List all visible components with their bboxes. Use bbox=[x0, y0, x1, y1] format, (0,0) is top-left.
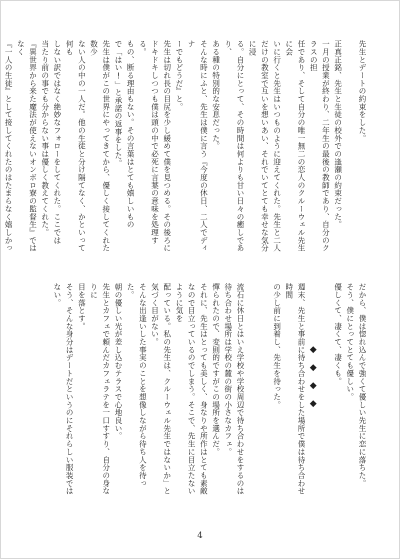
bottom-line bbox=[246, 283, 258, 499]
top-line: る。自分にとって、その時間は何よりも甘い日々の癒しであり、 bbox=[223, 40, 245, 252]
bottom-vertical-text bbox=[32, 283, 368, 499]
top-line: 任であり、そして自分の唯一無二の恋人のクルーウェル先生に会 bbox=[284, 40, 306, 252]
top-line: いに行くと先生はいつものように迎えてくれた。先生と二人 bbox=[272, 40, 282, 252]
bottom-line: 目を落とす。 bbox=[77, 283, 87, 331]
bottom-line: 待ち合わせ場所は学校の麓の街の小さなカフェ。 bbox=[223, 283, 233, 456]
top-line: 先生とデートの約束をした。 bbox=[358, 40, 367, 143]
top-line: 正真正銘、先生と生徒の校外での逢瀬の約束だった。 bbox=[333, 40, 343, 229]
top-line bbox=[344, 40, 356, 256]
top-text-block bbox=[4, 40, 368, 256]
bottom-text-block bbox=[32, 283, 368, 499]
top-line: ドキドキしつつも僕は頭の中で必死に言葉の意味を処理する。 bbox=[138, 40, 160, 245]
top-line: しない訳ではなく絶妙なフォローをしてくれた。ここでは bbox=[52, 40, 62, 245]
top-line: 一月の授業が終わり、二年生の最後の教師であり、自分のクラスの担 bbox=[309, 40, 331, 252]
bottom-line: 流石に休日とはいえ学校や学校周辺で待ち合わせをするのは bbox=[235, 283, 245, 495]
top-line: で「はい!」と承諾の返事をした。 bbox=[113, 40, 123, 168]
top-line: だけの教室で互いを想いあい、それでいてとても幸せな気分に浸 bbox=[248, 40, 270, 252]
section-divider: ◆◆◆◆ bbox=[308, 345, 319, 417]
top-vertical-text bbox=[4, 40, 368, 256]
bottom-line: 気づく目がない。 bbox=[150, 283, 160, 346]
bottom-line: だから、僕は惚れ込んで強くて優しい先生に恋に落ちた。 bbox=[358, 283, 367, 488]
bottom-line: 配っている。私の先生は、クルーウェル先生ではないか」と bbox=[162, 283, 172, 495]
top-line: もの、断る理由もない。その言葉はとても嬉しいもの bbox=[126, 40, 136, 229]
bottom-line: 憚られたので、変則的ですがこの場所を選んだ。 bbox=[211, 283, 221, 456]
top-line: 先生は僕がこの世界にやってきてから、優しく接してくれた数少 bbox=[89, 40, 111, 252]
bottom-line: そう、そんな身分はデートだというのにそれらしい服装ではない。 bbox=[52, 283, 75, 495]
bottom-line: それに、先生はとっても美しく、身なりや所作はとても素敵 bbox=[199, 283, 209, 495]
top-line: ーでもどうだ』と。 bbox=[174, 40, 184, 111]
bottom-line: なので目立っているのでしまう。そこで、先生に目立たないように気を bbox=[174, 283, 197, 495]
top-line: 『異世界から来た魔法が使えないオンボロ寮の監督生』ではなく bbox=[16, 40, 38, 252]
bottom-line: の少し前に到着し、先生を待った。 bbox=[272, 283, 282, 409]
bottom-line: 週末、先生と事前に待ち合わせをした場所で僕は待ち合わせ時間 bbox=[284, 283, 306, 495]
top-line: 『一人の生徒』として接してくれたのはたまらなく嬉しかっ bbox=[4, 40, 14, 252]
bottom-line: そう、僕にとってとても優しい。 bbox=[345, 283, 355, 401]
bottom-line: 優しくて、凄くて、凄くも。 bbox=[333, 283, 343, 386]
bottom-line: 朝の優しい光が差し込むテラスで心地良い。 bbox=[113, 283, 123, 440]
bottom-line bbox=[258, 283, 270, 499]
bottom-line bbox=[319, 283, 331, 499]
top-line: そんな時にふと、先生は僕に言う『今度の休日、二人でディナ bbox=[187, 40, 209, 252]
top-line: ある種の特別的な安息だった。 bbox=[211, 40, 221, 150]
bottom-line: そんな出逢いした事実のことを想像しながら待ち人を待った。 bbox=[126, 283, 148, 488]
top-line: ない人の中の一人だ。他の生徒と分け隔てなく、かといって何も bbox=[65, 40, 87, 252]
top-line: 先生は切れ長の目尻を少し緩めて僕を見つめる。その後ろに bbox=[162, 40, 172, 252]
bottom-line: 先生とカフェで頼んだカフェラテを一口すすり、自分の身なりに bbox=[89, 283, 111, 495]
page-number: 4 bbox=[197, 531, 203, 541]
top-line: 当たり前の事でも分からない事は優しく教えてくれた。 bbox=[40, 40, 50, 237]
